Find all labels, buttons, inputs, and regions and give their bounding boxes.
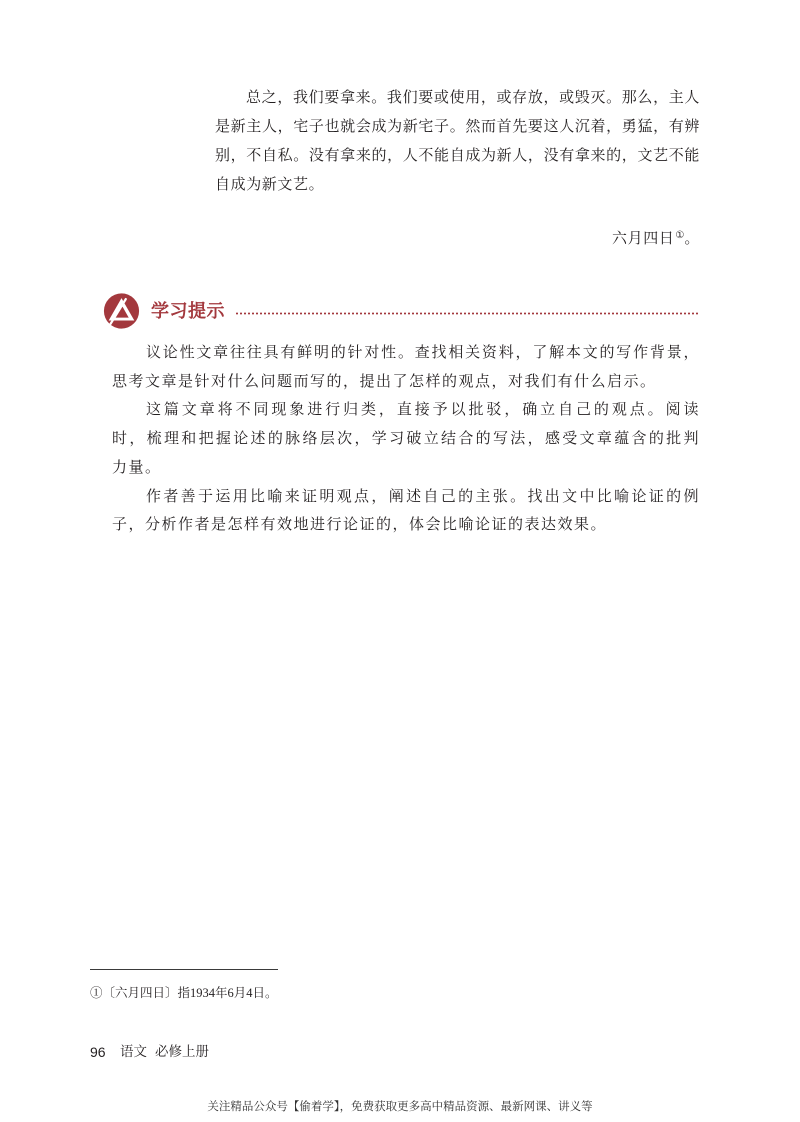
study-tip-line: 作者善于运用比喻来证明观点，阐述自己的主张。找出文中比喻论证的例 [146,486,700,505]
bottom-notice: 关注精品公众号【偷着学】，免费获取更多高中精品资源、最新网课、讲义等 [207,1099,593,1113]
footnote-mark: ① [90,986,103,1000]
closing-paragraph [215,83,700,200]
study-tip-line: 议论性文章往往具有鲜明的针对性。查找相关资料，了解本文的写作背景， [146,343,700,361]
study-tips-emblem-icon [102,292,141,330]
dateline [215,221,700,253]
page-number: 96 [90,1044,106,1060]
study-tips-body [112,338,700,539]
dateline-date: 六月四日 [612,228,675,247]
study-tip-paragraph [112,395,700,481]
closing-paragraph-line: 自成为新文艺。 [215,175,325,194]
dateline-period: 。 [684,228,700,247]
study-tip-line: 子，分析作者是怎样有效地进行论证的，体会比喻论证的表达效果。 [112,515,608,534]
study-tip-paragraph [112,338,700,395]
footer-subject: 语文 [120,1044,147,1060]
footnote-divider [90,969,278,970]
footnote-text: 〔六月四日〕指1934年6月4日。 [102,986,278,1000]
footer-volume: 必修上册 [155,1044,209,1060]
study-tips-dotted-rule [235,312,700,315]
closing-paragraph-line: 别，不自私。没有拿来的，人不能自成为新人，没有拿来的，文艺不能 [215,146,700,165]
study-tip-line: 时，梳理和把握论述的脉络层次，学习破立结合的写法，感受文章蕴含的批判 [112,429,700,448]
study-tip-paragraph [112,482,700,539]
closing-paragraph-line: 是新主人，宅子也就会成为新宅子。然而首先要这人沉着，勇猛，有辨 [215,116,700,135]
footnote [90,984,278,1002]
study-tip-line: 力量。 [112,457,162,476]
study-tips-header [102,292,700,330]
study-tip-line: 思考文章是针对什么问题而写的，提出了怎样的观点，对我们有什么启示。 [112,371,657,390]
study-tip-line: 这篇文章将不同现象进行归类，直接予以批驳，确立自己的观点。阅读 [146,400,700,419]
closing-paragraph-line: 总之，我们要拿来。我们要或使用，或存放，或毁灭。那么，主人 [246,87,700,106]
footnote-reference-mark: ① [675,229,685,241]
study-tips-heading: 学习提示 [151,301,225,321]
